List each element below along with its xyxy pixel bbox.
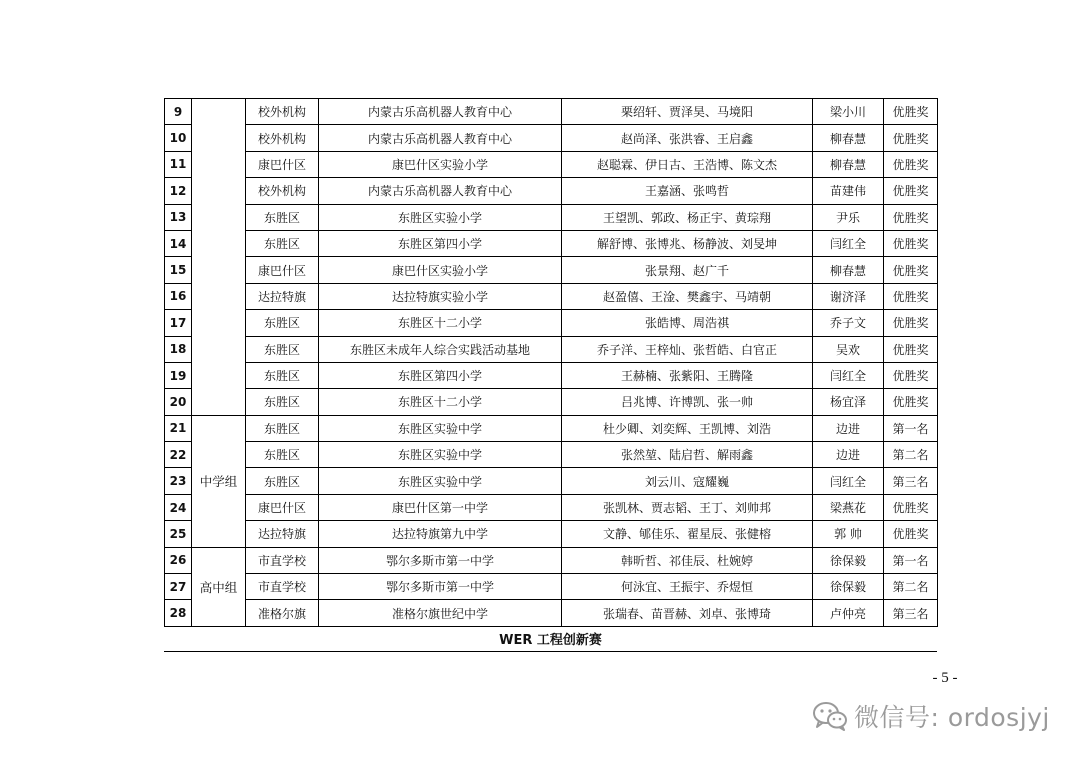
table-row [165, 547, 938, 573]
table-row [165, 151, 938, 177]
table-row [165, 442, 938, 468]
region-cell: 东胜区 [246, 468, 319, 494]
wechat-icon [812, 701, 848, 731]
table-row [165, 204, 938, 230]
teacher-cell: 柳春慧 [813, 151, 884, 177]
teacher-cell: 梁燕花 [813, 494, 884, 520]
group-cell [192, 99, 246, 416]
row-number-cell: 10 [165, 125, 192, 151]
region-cell: 康巴什区 [246, 151, 319, 177]
teacher-cell: 乔子文 [813, 310, 884, 336]
teacher-cell: 边进 [813, 415, 884, 441]
students-cell: 何泳宜、王振宇、乔煜恒 [562, 574, 813, 600]
row-number-cell: 17 [165, 310, 192, 336]
award-cell: 优胜奖 [884, 362, 938, 388]
school-cell: 东胜区第四小学 [319, 362, 562, 388]
section-title-cn: 工程创新赛 [536, 633, 602, 648]
award-cell: 第二名 [884, 574, 938, 600]
school-cell: 达拉特旗第九中学 [319, 521, 562, 547]
region-cell: 达拉特旗 [246, 283, 319, 309]
award-cell: 优胜奖 [884, 178, 938, 204]
table-row [165, 178, 938, 204]
page-number: - 5 - [932, 670, 958, 686]
teacher-cell: 闫红全 [813, 230, 884, 256]
teacher-cell: 闫红全 [813, 468, 884, 494]
teacher-cell: 苗建伟 [813, 178, 884, 204]
students-cell: 张景翔、赵广千 [562, 257, 813, 283]
region-cell: 校外机构 [246, 178, 319, 204]
award-cell: 优胜奖 [884, 99, 938, 125]
students-cell: 解舒博、张博兆、杨静波、刘旻坤 [562, 230, 813, 256]
school-cell: 东胜区未成年人综合实践活动基地 [319, 336, 562, 362]
section-divider [164, 651, 937, 652]
teacher-cell: 柳春慧 [813, 257, 884, 283]
teacher-cell: 尹乐 [813, 204, 884, 230]
region-cell: 东胜区 [246, 362, 319, 388]
award-cell: 第二名 [884, 442, 938, 468]
table-row [165, 389, 938, 415]
school-cell: 东胜区实验中学 [319, 415, 562, 441]
students-cell: 杜少卿、刘奕辉、王凯博、刘浩 [562, 415, 813, 441]
students-cell: 王嘉涵、张鸣哲 [562, 178, 813, 204]
award-cell: 优胜奖 [884, 151, 938, 177]
table-row [165, 310, 938, 336]
teacher-cell: 徐保毅 [813, 574, 884, 600]
table-row [165, 415, 938, 441]
row-number-cell: 27 [165, 574, 192, 600]
region-cell: 东胜区 [246, 442, 319, 468]
region-cell: 达拉特旗 [246, 521, 319, 547]
teacher-cell: 边进 [813, 442, 884, 468]
students-cell: 王望凯、郭政、杨正宇、黄琮翔 [562, 204, 813, 230]
row-number-cell: 22 [165, 442, 192, 468]
table-row [165, 468, 938, 494]
section-title [164, 629, 937, 648]
watermark-text: 微信号: ordosjyj [854, 703, 1050, 732]
teacher-cell: 吴欢 [813, 336, 884, 362]
region-cell: 东胜区 [246, 204, 319, 230]
row-number-cell: 26 [165, 547, 192, 573]
award-cell: 优胜奖 [884, 230, 938, 256]
award-cell: 优胜奖 [884, 257, 938, 283]
award-cell: 优胜奖 [884, 310, 938, 336]
school-cell: 康巴什区实验小学 [319, 257, 562, 283]
row-number-cell: 15 [165, 257, 192, 283]
row-number-cell: 12 [165, 178, 192, 204]
table-row [165, 521, 938, 547]
table-row [165, 125, 938, 151]
teacher-cell: 杨宜泽 [813, 389, 884, 415]
school-cell: 康巴什区实验小学 [319, 151, 562, 177]
table-row [165, 362, 938, 388]
school-cell: 达拉特旗实验小学 [319, 283, 562, 309]
row-number-cell: 25 [165, 521, 192, 547]
award-cell: 优胜奖 [884, 283, 938, 309]
wechat-watermark [812, 696, 1050, 736]
teacher-cell: 闫红全 [813, 362, 884, 388]
row-number-cell: 28 [165, 600, 192, 626]
school-cell: 内蒙古乐高机器人教育中心 [319, 125, 562, 151]
school-cell: 东胜区实验中学 [319, 442, 562, 468]
table-row [165, 230, 938, 256]
award-cell: 第一名 [884, 547, 938, 573]
teacher-cell: 梁小川 [813, 99, 884, 125]
row-number-cell: 14 [165, 230, 192, 256]
award-cell: 第一名 [884, 415, 938, 441]
row-number-cell: 24 [165, 494, 192, 520]
award-cell: 优胜奖 [884, 389, 938, 415]
row-number-cell: 19 [165, 362, 192, 388]
students-cell: 刘云川、寇耀巍 [562, 468, 813, 494]
table-row [165, 336, 938, 362]
award-cell: 优胜奖 [884, 494, 938, 520]
award-cell: 第三名 [884, 468, 938, 494]
award-cell: 优胜奖 [884, 204, 938, 230]
school-cell: 东胜区第四小学 [319, 230, 562, 256]
teacher-cell: 郭 帅 [813, 521, 884, 547]
school-cell: 内蒙古乐高机器人教育中心 [319, 99, 562, 125]
region-cell: 东胜区 [246, 230, 319, 256]
award-cell: 优胜奖 [884, 125, 938, 151]
school-cell: 准格尔旗世纪中学 [319, 600, 562, 626]
award-cell: 优胜奖 [884, 521, 938, 547]
table-row [165, 600, 938, 626]
students-cell: 赵聪霖、伊日古、王浩博、陈文杰 [562, 151, 813, 177]
awards-table [164, 98, 938, 627]
students-cell: 栗绍轩、贾泽昊、马境阳 [562, 99, 813, 125]
teacher-cell: 谢济泽 [813, 283, 884, 309]
table-row [165, 257, 938, 283]
region-cell: 康巴什区 [246, 257, 319, 283]
row-number-cell: 23 [165, 468, 192, 494]
region-cell: 校外机构 [246, 125, 319, 151]
students-cell: 张凯林、贾志韬、王丁、刘帅邦 [562, 494, 813, 520]
region-cell: 东胜区 [246, 389, 319, 415]
table-row [165, 283, 938, 309]
award-cell: 优胜奖 [884, 336, 938, 362]
region-cell: 市直学校 [246, 547, 319, 573]
group-cell: 中学组 [192, 415, 246, 547]
students-cell: 韩昕哲、祁佳辰、杜婉婷 [562, 547, 813, 573]
row-number-cell: 13 [165, 204, 192, 230]
students-cell: 文静、郇佳乐、翟星辰、张健榕 [562, 521, 813, 547]
teacher-cell: 柳春慧 [813, 125, 884, 151]
school-cell: 东胜区实验中学 [319, 468, 562, 494]
table-row [165, 494, 938, 520]
region-cell: 校外机构 [246, 99, 319, 125]
school-cell: 鄂尔多斯市第一中学 [319, 574, 562, 600]
teacher-cell: 卢仲亮 [813, 600, 884, 626]
school-cell: 康巴什区第一中学 [319, 494, 562, 520]
section-title-latin: WER [499, 633, 533, 648]
row-number-cell: 11 [165, 151, 192, 177]
teacher-cell: 徐保毅 [813, 547, 884, 573]
region-cell: 东胜区 [246, 415, 319, 441]
region-cell: 康巴什区 [246, 494, 319, 520]
students-cell: 赵尚泽、张洪睿、王启鑫 [562, 125, 813, 151]
row-number-cell: 18 [165, 336, 192, 362]
school-cell: 东胜区十二小学 [319, 389, 562, 415]
region-cell: 准格尔旗 [246, 600, 319, 626]
students-cell: 乔子洋、王梓灿、张哲皓、白官正 [562, 336, 813, 362]
table-row [165, 574, 938, 600]
group-cell: 高中组 [192, 547, 246, 626]
region-cell: 市直学校 [246, 574, 319, 600]
school-cell: 东胜区十二小学 [319, 310, 562, 336]
students-cell: 张然堃、陆启哲、解雨鑫 [562, 442, 813, 468]
students-cell: 张皓博、周浩祺 [562, 310, 813, 336]
region-cell: 东胜区 [246, 336, 319, 362]
row-number-cell: 16 [165, 283, 192, 309]
students-cell: 吕兆博、许博凯、张一帅 [562, 389, 813, 415]
students-cell: 赵盈僖、王淦、樊鑫宇、马靖朝 [562, 283, 813, 309]
region-cell: 东胜区 [246, 310, 319, 336]
school-cell: 内蒙古乐高机器人教育中心 [319, 178, 562, 204]
row-number-cell: 21 [165, 415, 192, 441]
table-row [165, 99, 938, 125]
award-cell: 第三名 [884, 600, 938, 626]
row-number-cell: 20 [165, 389, 192, 415]
school-cell: 鄂尔多斯市第一中学 [319, 547, 562, 573]
school-cell: 东胜区实验小学 [319, 204, 562, 230]
students-cell: 王赫楠、张紫阳、王腾隆 [562, 362, 813, 388]
students-cell: 张瑞春、苗晋赫、刘卓、张博琦 [562, 600, 813, 626]
row-number-cell: 9 [165, 99, 192, 125]
